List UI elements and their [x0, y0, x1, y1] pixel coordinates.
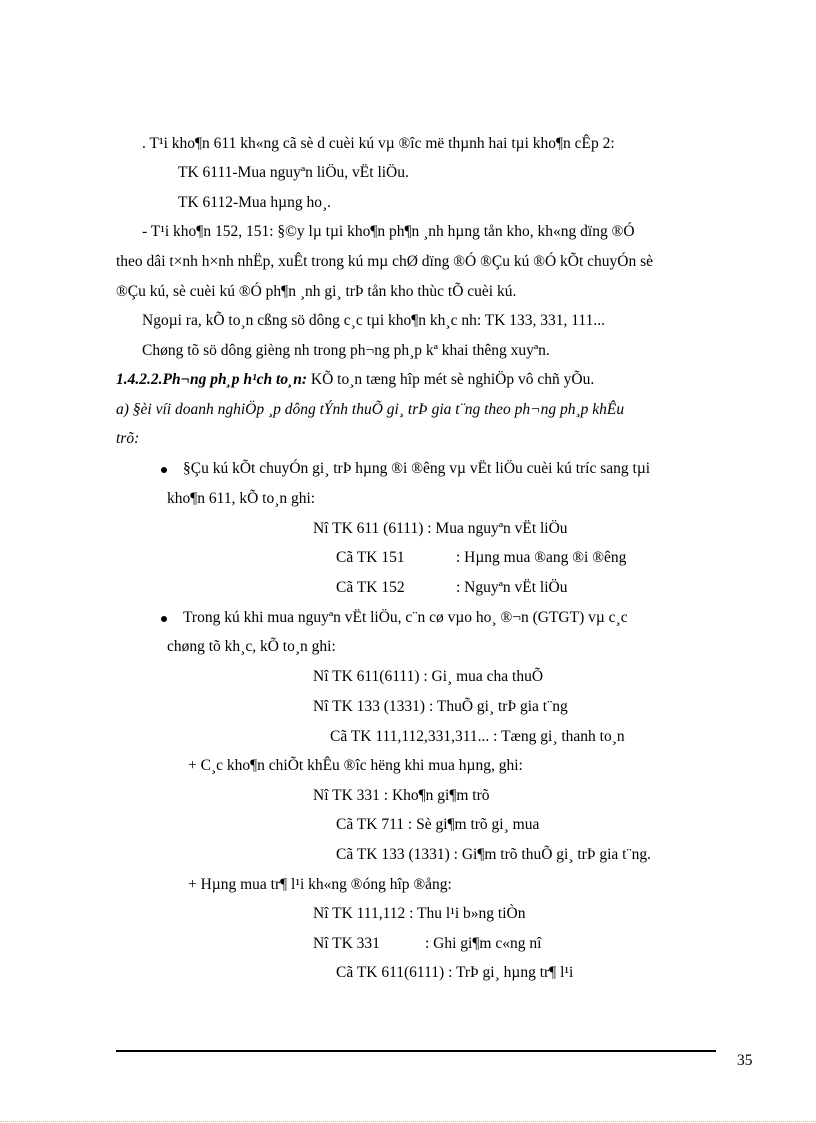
- section-heading: [116, 370, 594, 390]
- entry-debit: [313, 934, 542, 954]
- bullet-icon: [161, 467, 167, 473]
- entry-credit: Cã TK 611(6111) : TrÞ gi¸ hµng tr¶ l¹i: [336, 964, 574, 981]
- footer-rule: [116, 1050, 716, 1052]
- subsection-heading: a) §èi víi doanh nghiÖp ¸p dông tÝnh thuÕ gi¸ trÞ gia t¨ng theo ph¬ng ph¸p khÊu: [116, 401, 625, 418]
- entry-debit: Nî TK 611 (6111) : Mua nguyªn vËt liÖu: [313, 520, 568, 537]
- entry-desc: : Hµng mua ®ang ®i ®êng: [456, 549, 627, 566]
- text-line: theo dâi t×nh h×nh nhËp, xuÊt trong kú mµ chØ dïng ®Ó ®Çu kú ®Ó kÕt chuyÓn sè: [116, 253, 654, 270]
- text-line: chøng tõ kh¸c, kÕ to¸n ghi:: [167, 638, 336, 655]
- section-heading-text: KÕ to¸n tæng hîp mét sè nghiÖp vô chñ yÕu.: [307, 371, 595, 388]
- text-line: Chøng tõ sö dông gièng nh trong ph¬ng ph¸p kª khai thêng xuyªn.: [142, 342, 550, 359]
- text-line: ®Çu kú, sè cuèi kú ®Ó ph¶n ¸nh gi¸ trÞ tån kho thùc tÕ cuèi kú.: [116, 283, 517, 300]
- entry-credit: [336, 548, 627, 568]
- text-line: TK 6111-Mua nguyªn liÖu, vËt liÖu.: [178, 164, 409, 181]
- entry-credit: [336, 578, 568, 598]
- entry-desc: : Nguyªn vËt liÖu: [456, 579, 568, 596]
- entry-debit: Nî TK 331 : Kho¶n gi¶m trõ: [313, 787, 490, 804]
- page-number: 35: [737, 1052, 753, 1069]
- entry-debit: Nî TK 133 (1331) : ThuÕ gi¸ trÞ gia t¨ng: [313, 698, 568, 715]
- entry-account: Nî TK 331: [313, 935, 380, 952]
- entry-credit: Cã TK 111,112,331,311... : Tæng gi¸ thanh to¸n: [330, 728, 625, 745]
- text-line: Ngoµi ra, kÕ to¸n cßng sö dông c¸c tµi kho¶n kh¸c nh: TK 133, 331, 111...: [142, 312, 605, 329]
- text-line: TK 6112-Mua hµng ho¸.: [178, 194, 332, 211]
- text-line: + C¸c kho¶n chiÕt khÊu ®îc hëng khi mua hµng, ghi:: [188, 757, 523, 774]
- entry-credit: Cã TK 711 : Sè gi¶m trõ gi¸ mua: [336, 816, 540, 833]
- entry-desc: : Ghi gi¶m c«ng nî: [425, 935, 542, 952]
- entry-debit: Nî TK 111,112 : Thu l¹i b»ng tiÒn: [313, 905, 526, 922]
- page-bottom-divider: [0, 1121, 816, 1122]
- entry-debit: Nî TK 611(6111) : Gi¸ mua cha thuÕ: [313, 668, 544, 685]
- text-line: - T¹i kho¶n 152, 151: §©y lµ tµi kho¶n ph¶n ¸nh hµng tån kho, kh«ng dïng ®Ó: [142, 223, 635, 240]
- entry-credit: Cã TK 133 (1331) : Gi¶m trõ thuÕ gi¸ trÞ gia t¨ng.: [336, 846, 651, 863]
- entry-account: Cã TK 151: [336, 549, 405, 566]
- text-line: Trong kú khi mua nguyªn vËt liÖu, c¨n cø vµo ho¸ ®¬n (GTGT) vµ c¸c: [183, 609, 628, 626]
- entry-account: Cã TK 152: [336, 579, 405, 596]
- text-line: + Hµng mua tr¶ l¹i kh«ng ®óng hîp ®ång:: [188, 876, 452, 893]
- bullet-icon: [161, 616, 167, 622]
- section-heading-number: 1.4.2.2.Ph¬ng ph¸p h¹ch to¸n:: [116, 371, 308, 388]
- text-line: . T¹i kho¶n 611 kh«ng cã sè d cuèi kú vµ ®îc më thµnh hai tµi kho¶n cÊp 2:: [142, 135, 615, 152]
- text-line: §Çu kú kÕt chuyÓn gi¸ trÞ hµng ®i ®êng vµ vËt liÖu cuèi kú tríc sang tµi: [183, 460, 651, 477]
- subsection-heading-cont: trõ:: [116, 430, 140, 447]
- text-line: kho¶n 611, kÕ to¸n ghi:: [167, 490, 316, 507]
